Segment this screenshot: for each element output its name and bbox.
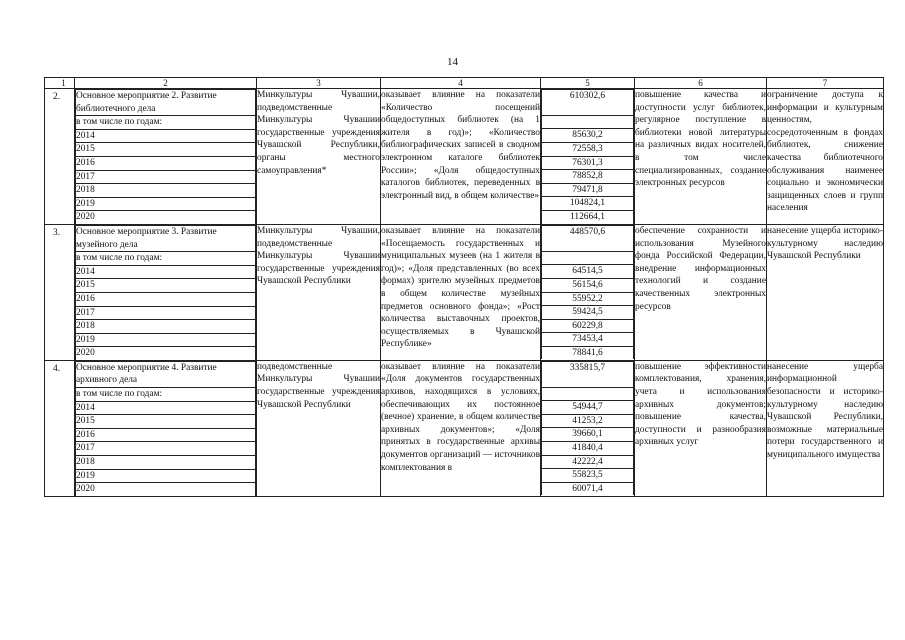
- funding-value: 78841,6: [542, 346, 634, 359]
- consequence: нанесение ущерба историко-культурному наследию Чувашской Республики: [767, 224, 884, 360]
- funding-value: 59424,5: [542, 306, 634, 320]
- funding-total: 610302,6: [542, 90, 634, 116]
- funding-value: 41253,2: [542, 414, 634, 428]
- col-header-5: 5: [541, 78, 635, 89]
- funding-value: 78852,8: [542, 170, 634, 184]
- year: 2020: [76, 211, 256, 224]
- activity-title: Основное мероприятие 3. Развитие музейного дела: [76, 225, 256, 251]
- funding-cell: [541, 224, 635, 360]
- influence: оказывает влияние на показатели «Посещаемость государственных и муниципальных музеев (на 1 жителя в год)»; «Доля представленных (во всех формах) зрителю музейных предметов в общем количестве музейных предметов основного фонда»; «Рост количества выставочных проектов, осуществляемых в Чувашской Республике»: [381, 224, 541, 360]
- year: 2019: [76, 333, 256, 347]
- activities-table: [44, 77, 884, 497]
- executor: Минкультуры Чувашии, подведомственные Минкультуры Чувашии государственные учреждения Чувашской Республики: [257, 224, 381, 360]
- funding-cell: [541, 89, 635, 225]
- consequence: ограничение доступа к информации и культурным ценностям, сосредоточенным в фондах библиотек, снижение качества библиотечного обслуживания наименее социально и экономически защищенных слоев и групп населения: [767, 89, 884, 225]
- table-row: [45, 89, 884, 225]
- year: 2015: [76, 143, 256, 157]
- funding-value: 72558,3: [542, 142, 634, 156]
- funding-spacer: [542, 251, 634, 264]
- funding-value: 41840,4: [542, 442, 634, 456]
- year: 2019: [76, 469, 256, 483]
- funding-total: 448570,6: [542, 225, 634, 251]
- funding-value: 104824,1: [542, 197, 634, 211]
- col-header-4: 4: [381, 78, 541, 89]
- table-row: [45, 224, 884, 360]
- year: 2020: [76, 483, 256, 496]
- funding-cell: [541, 360, 635, 496]
- funding-value: 64514,5: [542, 265, 634, 279]
- activity-title: Основное мероприятие 4. Развитие архивного дела: [76, 361, 256, 387]
- by-years-label: в том числе по годам:: [76, 116, 256, 130]
- year: 2017: [76, 306, 256, 320]
- year: 2018: [76, 184, 256, 198]
- year: 2018: [76, 456, 256, 470]
- activity-title: Основное мероприятие 2. Развитие библиотечного дела: [76, 90, 256, 116]
- col-header-6: 6: [635, 78, 767, 89]
- activity-cell: [75, 224, 257, 360]
- funding-spacer: [542, 387, 634, 400]
- row-number: 4.: [45, 360, 75, 496]
- year: 2014: [76, 129, 256, 143]
- year: 2016: [76, 292, 256, 306]
- year: 2020: [76, 347, 256, 360]
- funding-value: 55952,2: [542, 292, 634, 306]
- col-header-7: 7: [767, 78, 884, 89]
- funding-value: 55823,5: [542, 469, 634, 483]
- year: 2017: [76, 170, 256, 184]
- executor: Минкультуры Чувашии, подведомственные Минкультуры Чувашии государственные учреждения Чувашской Республики, органы местного самоуправления*: [257, 89, 381, 225]
- funding-value: 60071,4: [542, 482, 634, 495]
- funding-total: 335815,7: [542, 361, 634, 387]
- row-number: 3.: [45, 224, 75, 360]
- page-number: 14: [447, 56, 458, 68]
- col-header-2: 2: [75, 78, 257, 89]
- funding-value: 79471,8: [542, 183, 634, 197]
- funding-value: 42222,4: [542, 455, 634, 469]
- expected-result: повышение качества и доступности услуг библиотек, регулярное поступление в библиотеки новой литературы на различных видах носителей, в том числе специализированных, создание электронных ресурсов: [635, 89, 767, 225]
- by-years-label: в том числе по годам:: [76, 252, 256, 266]
- expected-result: обеспечение сохранности и использования Музейного фонда Российской Федерации, внедрение информационных технологий и создание качественных электронных ресурсов: [635, 224, 767, 360]
- year: 2015: [76, 279, 256, 293]
- influence: оказывает влияние на показатели «Доля документов государственных архивов, находящихся в условиях, обеспечивающих их постоянное (вечное) хранение, в общем количестве архивных документов»; «Доля принятых в государственные архивы документов организаций — источников комплектования в: [381, 360, 541, 496]
- year: 2016: [76, 428, 256, 442]
- year: 2016: [76, 156, 256, 170]
- activity-cell: [75, 360, 257, 496]
- year: 2018: [76, 320, 256, 334]
- funding-value: 112664,1: [542, 210, 634, 223]
- funding-value: 73453,4: [542, 333, 634, 347]
- funding-value: 76301,3: [542, 156, 634, 170]
- by-years-label: в том числе по годам:: [76, 388, 256, 402]
- column-number-row: [45, 78, 884, 89]
- funding-value: 85630,2: [542, 129, 634, 143]
- funding-value: 54944,7: [542, 401, 634, 415]
- expected-result: повышение эффективности комплектования, хранения, учета и использования архивных документов; повышение качества, доступности и разнообразия архивных услуг: [635, 360, 767, 496]
- table-row: [45, 360, 884, 496]
- funding-value: 39660,1: [542, 428, 634, 442]
- year: 2015: [76, 415, 256, 429]
- col-header-3: 3: [257, 78, 381, 89]
- executor: подведомственные Минкультуры Чувашии государственные учреждения Чувашской Республики: [257, 360, 381, 496]
- year: 2019: [76, 197, 256, 211]
- funding-value: 60229,8: [542, 319, 634, 333]
- year: 2014: [76, 265, 256, 279]
- year: 2017: [76, 442, 256, 456]
- funding-spacer: [542, 116, 634, 129]
- col-header-1: 1: [45, 78, 75, 89]
- funding-value: 56154,6: [542, 278, 634, 292]
- year: 2014: [76, 401, 256, 415]
- influence: оказывает влияние на показатели «Количество посещений общедоступных библиотек (на 1 жителя в год)»; «Количество библиографических записей в сводном электронном каталоге библиотек России»; «Доля общедоступных каталогов библиотек, переведенных в электронный вид, в общем количестве»: [381, 89, 541, 225]
- consequence: нанесение ущерба информационной безопасности и историко-культурному наследию Чувашской Республики, возможные материальные потери государственного и муниципального имущества: [767, 360, 884, 496]
- row-number: 2.: [45, 89, 75, 225]
- activity-cell: [75, 89, 257, 225]
